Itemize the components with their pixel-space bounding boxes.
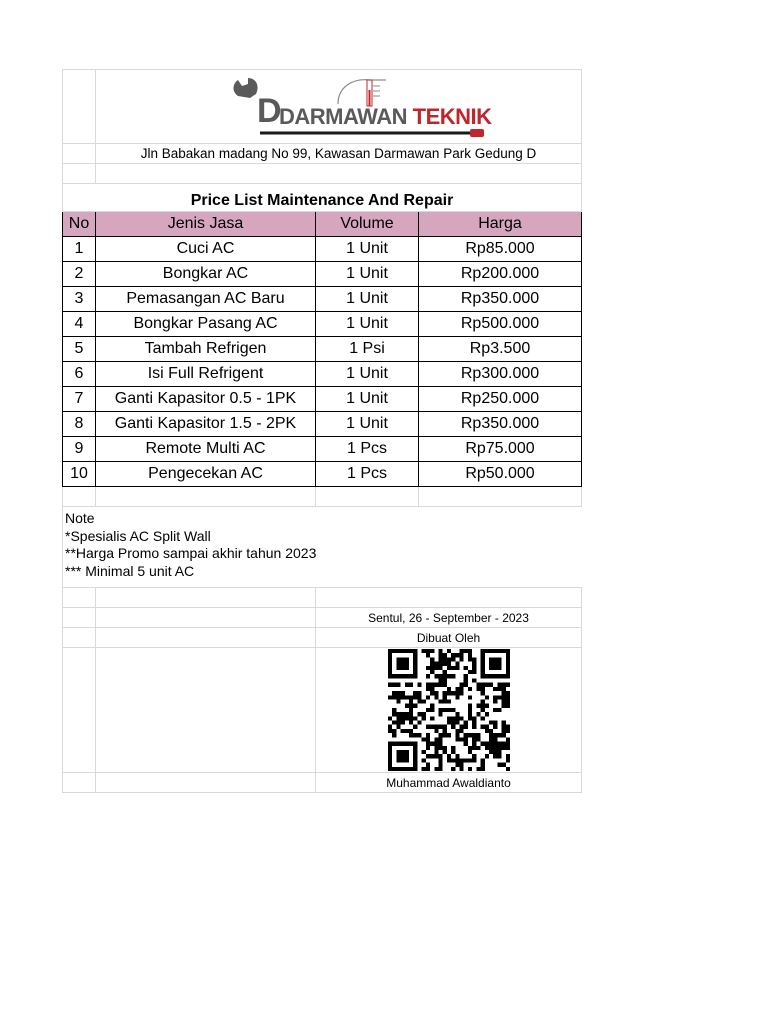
header-jenis-jasa: Jenis Jasa [96, 212, 316, 237]
row-no: 9 [63, 437, 96, 462]
note-line: *Spesialis AC Split Wall [65, 527, 211, 544]
row-price: Rp300.000 [419, 362, 582, 387]
signer-name: Muhammad Awaldianto [316, 773, 582, 793]
row-no: 4 [63, 312, 96, 337]
row-price: Rp85.000 [419, 237, 582, 262]
note-line: **Harga Promo sampai akhir tahun 2023 [65, 545, 317, 561]
row-price: Rp3.500 [419, 337, 582, 362]
row-service: Ganti Kapasitor 1.5 - 2PK [96, 412, 316, 437]
logo-main-text: DARMAWAN [279, 104, 407, 129]
row-service: Cuci AC [96, 237, 316, 262]
table-row [63, 462, 582, 487]
table-row [63, 262, 582, 287]
row-service: Pengecekan AC [96, 462, 316, 487]
price-table-header [63, 212, 582, 237]
table-row [63, 437, 582, 462]
row-service: Bongkar Pasang AC [96, 312, 316, 337]
row-volume: 1 Pcs [316, 437, 419, 462]
row-volume: 1 Unit [316, 362, 419, 387]
row-service: Remote Multi AC [96, 437, 316, 462]
header-volume: Volume [316, 212, 419, 237]
sheet-grid [62, 69, 582, 793]
signature-date: Sentul, 26 - September - 2023 [316, 608, 582, 628]
row-service: Tambah Refrigen [96, 337, 316, 362]
logo-cell [96, 70, 582, 144]
row-volume: 1 Unit [316, 387, 419, 412]
table-row [63, 312, 582, 337]
table-row [63, 387, 582, 412]
table-row [63, 237, 582, 262]
made-by-label: Dibuat Oleh [316, 628, 582, 648]
row-no: 5 [63, 337, 96, 362]
company-logo [230, 74, 492, 140]
notes-heading: Note [65, 510, 95, 526]
row-service: Bongkar AC [96, 262, 316, 287]
row-price: Rp350.000 [419, 287, 582, 312]
logo-initial: D [257, 92, 281, 130]
logo-wordmark [279, 104, 492, 130]
row-volume: 1 Unit [316, 237, 419, 262]
qr-code-icon [388, 649, 510, 771]
row-price: Rp250.000 [419, 387, 582, 412]
qr-cell [316, 648, 582, 773]
note-line: *** Minimal 5 unit AC [65, 562, 195, 579]
row-price: Rp350.000 [419, 412, 582, 437]
row-no: 2 [63, 262, 96, 287]
spreadsheet [62, 69, 581, 793]
header-no: No [63, 212, 96, 237]
address-text: Jln Babakan madang No 99, Kawasan Darmawan Park Gedung D [96, 144, 582, 164]
price-list-title: Price List Maintenance And Repair [63, 184, 582, 212]
row-no: 7 [63, 387, 96, 412]
row-no: 8 [63, 412, 96, 437]
row-no: 3 [63, 287, 96, 312]
notes-block [63, 507, 582, 588]
row-service: Ganti Kapasitor 0.5 - 1PK [96, 387, 316, 412]
row-volume: 1 Unit [316, 312, 419, 337]
row-volume: 1 Unit [316, 287, 419, 312]
logo-accent-text: TEKNIK [412, 104, 492, 129]
row-price: Rp50.000 [419, 462, 582, 487]
row-volume: 1 Psi [316, 337, 419, 362]
row-volume: 1 Unit [316, 262, 419, 287]
row-no: 1 [63, 237, 96, 262]
table-row [63, 287, 582, 312]
header-harga: Harga [419, 212, 582, 237]
row-price: Rp200.000 [419, 262, 582, 287]
row-volume: 1 Unit [316, 412, 419, 437]
row-no: 6 [63, 362, 96, 387]
price-table [63, 212, 582, 487]
row-service: Isi Full Refrigent [96, 362, 316, 387]
row-price: Rp75.000 [419, 437, 582, 462]
row-no: 10 [63, 462, 96, 487]
table-row [63, 362, 582, 387]
row-volume: 1 Pcs [316, 462, 419, 487]
table-row [63, 337, 582, 362]
row-price: Rp500.000 [419, 312, 582, 337]
table-row [63, 412, 582, 437]
row-service: Pemasangan AC Baru [96, 287, 316, 312]
